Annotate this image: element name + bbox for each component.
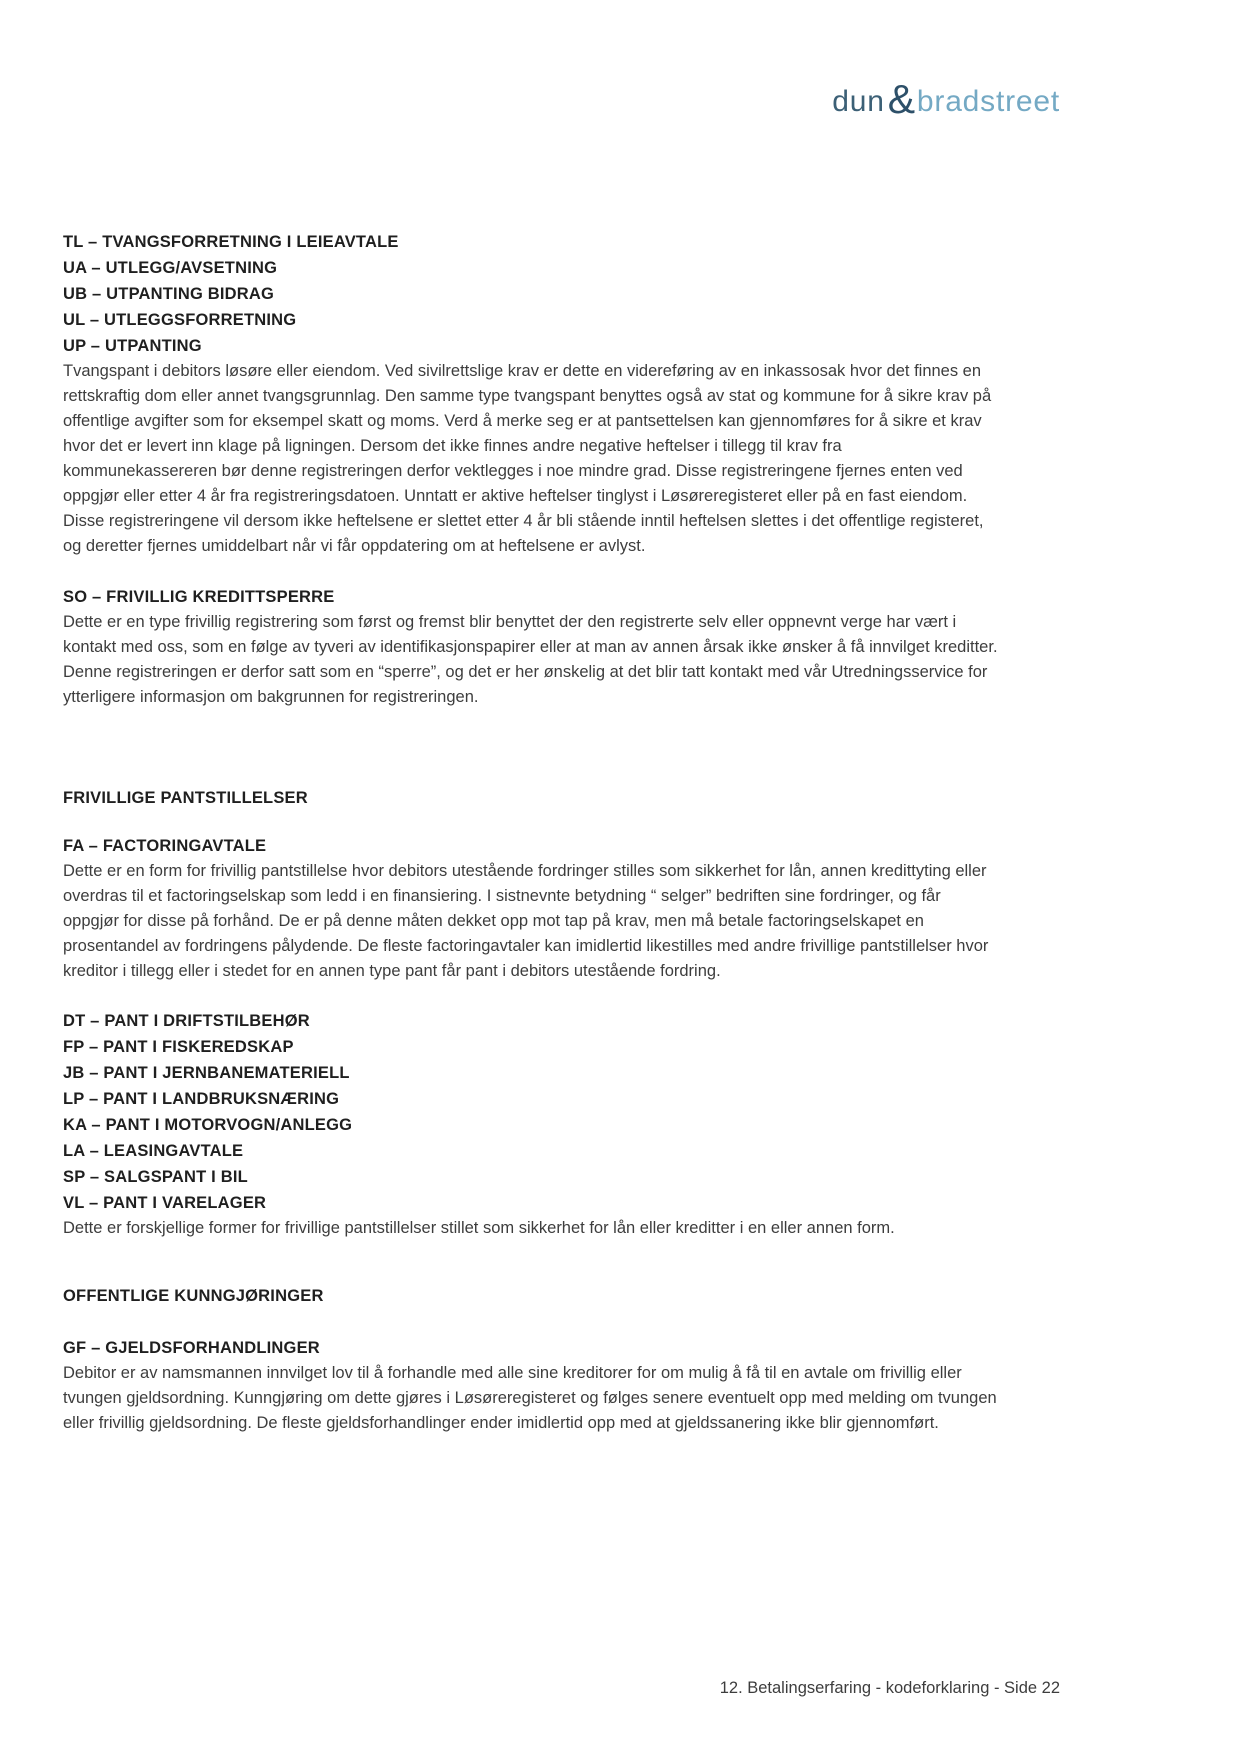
logo-word-bradstreet: bradstreet	[916, 85, 1060, 118]
code-line-ua: UA – UTLEGG/AVSETNING	[63, 259, 278, 277]
paragraph-fa: Dette er en form for frivillig pantstillelse hvor debitors utestående fordringer stilles som sikkerhet for lån, annen kredittyting eller overdras til et factoringselskap som ledd i en finansiering. I sistnevnte betydning “ selger” bedriften sine fordringer, og får oppgjør for disse på forhånd. De er på denne måten dekket opp mot tap på krav, men må betale factoringselskapet en prosentandel av fordringens pålydende. De fleste factoringavtaler kan imidlertid likestilles med andre frivillige pantstillelser hvor kreditor i tillegg eller i stedet for en annen type pant får pant i debitors utestående fordring.	[63, 862, 989, 980]
logo-word-dun: dun	[832, 85, 885, 118]
document-body	[63, 0, 999, 1436]
paragraph-tvangspant: Tvangspant i debitors løsøre eller eiendom. Ved sivilrettslige krav er dette en videreføring av en inkassosak hvor det finnes en rettskraftig dom eller annet tvangsgrunnlag. Den samme type tvangspant benyttes også av stat og kommune for å sikre krav på offentlige avgifter som for eksempel skatt og moms. Verd å merke seg er at pantsettelsen kan gjennomføres for å sikre et krav hvor det er levert inn klage på ligningen. Dersom det ikke finnes andre negative heftelser i tillegg til krav fra kommunekassereren bør denne registreringen derfor vektlegges i noe mindre grad. Disse registreringene fjernes enten ved oppgjør eller etter 4 år fra registreringsdatoen. Unntatt er aktive heftelser tinglyst i Løsøreregisteret eller på en fast eiendom. Disse registreringene vil dersom ikke heftelsene er slettet etter 4 år bli stående inntil heftelsen slettes i det offentlige registeret, og deretter fjernes umiddelbart når vi får oppdatering om at heftelsene er avlyst.	[63, 362, 992, 555]
code-line-ka: KA – PANT I MOTORVOGN/ANLEGG	[63, 1116, 353, 1134]
code-line-up: UP – UTPANTING	[63, 337, 202, 355]
paragraph-gf: Debitor er av namsmannen innvilget lov til å forhandle med alle sine kreditorer for om mulig å få til en avtale om frivillig eller tvungen gjeldsordning. Kunngjøring om dette gjøres i Løsøreregisteret og følges senere eventuelt opp med melding om tvungen eller frivillig gjeldsordning. De fleste gjeldsforhandlinger ender imidlertid opp med at gjeldssanering ikke blir gjennomført.	[63, 1364, 997, 1432]
code-line-ub: UB – UTPANTING BIDRAG	[63, 285, 275, 303]
paragraph-pantstillelser: Dette er forskjellige former for frivillige pantstillelser stillet som sikkerhet for lån eller kreditter i en eller annen form.	[63, 1219, 895, 1237]
code-line-fp: FP – PANT I FISKEREDSKAP	[63, 1038, 294, 1056]
code-list-tvangsforretninger	[63, 229, 999, 359]
code-line-ul: UL – UTLEGGSFORRETNING	[63, 311, 297, 329]
heading-fa-factoringavtale: FA – FACTORINGAVTALE	[63, 837, 267, 855]
code-line-tl: TL – TVANGSFORRETNING I LEIEAVTALE	[63, 233, 399, 251]
section-heading-offentlige-kunngjoringer: OFFENTLIGE KUNNGJØRINGER	[63, 1287, 324, 1305]
code-line-dt: DT – PANT I DRIFTSTILBEHØR	[63, 1012, 310, 1030]
heading-so-frivillig-kredittsperre: SO – FRIVILLIG KREDITTSPERRE	[63, 588, 335, 606]
paragraph-so: Dette er en type frivillig registrering som først og fremst blir benyttet der den registrerte selv eller oppnevnt verge har vært i kontakt med oss, som en følge av tyveri av identifikasjonspapirer eller at man av annen årsak ikke ønsker å få innvilget kreditter. Denne registreringen er derfor satt som en “sperre”, og det er her ønskelig at det blir tatt kontakt med vår Utredningsservice for ytterligere informasjon om bakgrunnen for registreringen.	[63, 613, 998, 706]
logo-ampersand-icon: &	[887, 76, 916, 122]
code-line-vl: VL – PANT I VARELAGER	[63, 1194, 267, 1212]
code-line-la: LA – LEASINGAVTALE	[63, 1142, 244, 1160]
section-heading-frivillige-pantstillelser: FRIVILLIGE PANTSTILLELSER	[63, 789, 308, 807]
code-list-pantstillelser	[63, 1008, 999, 1216]
code-line-lp: LP – PANT I LANDBRUKSNÆRING	[63, 1090, 340, 1108]
code-line-sp: SP – SALGSPANT I BIL	[63, 1168, 248, 1186]
code-line-jb: JB – PANT I JERNBANEMATERIELL	[63, 1064, 350, 1082]
heading-gf-gjeldsforhandlinger: GF – GJELDSFORHANDLINGER	[63, 1339, 320, 1357]
page-footer: 12. Betalingserfaring - kodeforklaring - Side 22	[719, 1679, 1060, 1697]
